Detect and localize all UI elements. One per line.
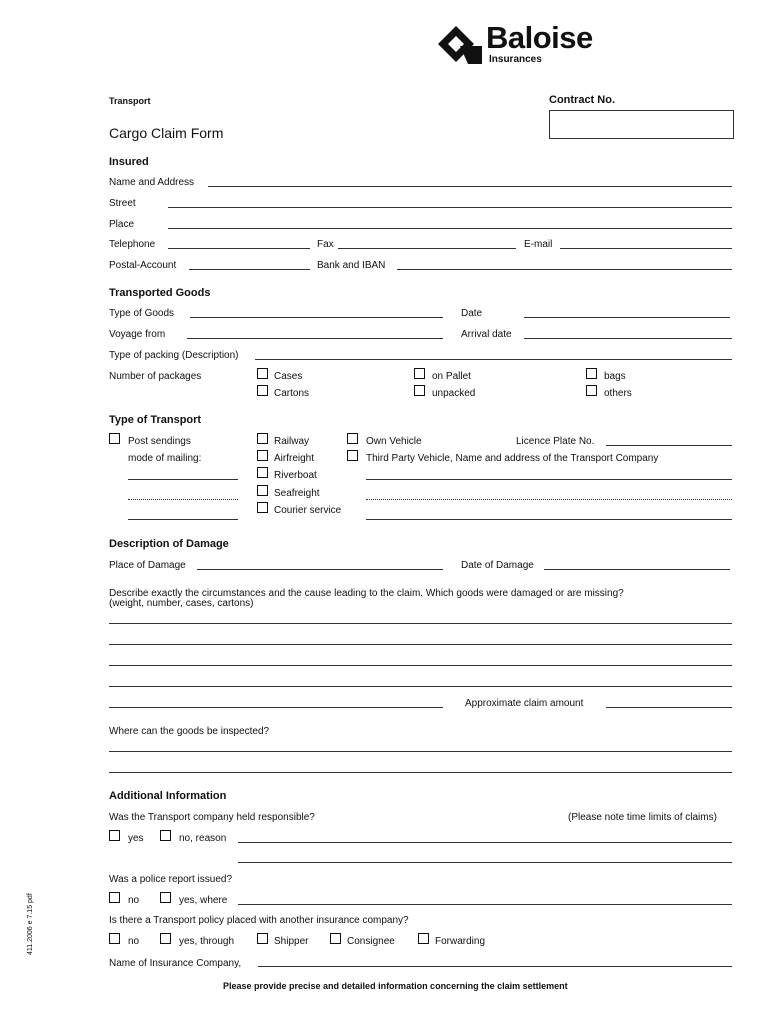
police-where-field[interactable]: [238, 904, 732, 905]
brand-sub: Insurances: [489, 54, 542, 65]
policy-no-checkbox[interactable]: [109, 933, 120, 944]
consignee-label: Consignee: [347, 936, 395, 947]
forwarding-checkbox[interactable]: [418, 933, 429, 944]
policy-question: Is there a Transport policy placed with another insurance company?: [109, 915, 409, 926]
name-address-label: Name and Address: [109, 177, 195, 188]
arrival-date-field[interactable]: [524, 338, 732, 339]
type-of-goods-field[interactable]: [190, 317, 443, 318]
unpacked-checkbox[interactable]: [414, 385, 425, 396]
brand-logo: [438, 20, 613, 68]
email-field[interactable]: [560, 248, 732, 249]
mailing-line-2[interactable]: [128, 499, 238, 500]
railway-label: Railway: [274, 436, 310, 447]
postal-account-label: Postal-Account: [109, 260, 177, 271]
bank-iban-label: Bank and IBAN: [317, 260, 386, 271]
mailing-line-1[interactable]: [128, 479, 238, 480]
post-sendings-label: Post sendings: [128, 436, 191, 447]
third-party-line-3[interactable]: [366, 519, 732, 520]
responsible-yes-checkbox[interactable]: [109, 830, 120, 841]
damage-date-label: Date of Damage: [461, 560, 534, 571]
arrival-date-label: Arrival date: [461, 329, 512, 340]
bags-checkbox[interactable]: [586, 368, 597, 379]
footer-note: Please provide precise and detailed information concerning the claim settlement: [223, 981, 568, 991]
describe-line-1[interactable]: [109, 623, 732, 624]
time-limits-note: (Please note time limits of claims): [568, 812, 717, 823]
cases-label: Cases: [274, 371, 303, 382]
describe-line-3[interactable]: [109, 665, 732, 666]
others-checkbox[interactable]: [586, 385, 597, 396]
own-vehicle-label: Own Vehicle: [366, 436, 422, 447]
third-party-line-2[interactable]: [366, 499, 732, 500]
form-code: 411.2006 e 7.15 pdf: [27, 893, 34, 955]
form-title: Cargo Claim Form: [109, 125, 224, 141]
insurance-company-label: Name of Insurance Company,: [109, 958, 242, 969]
fax-field[interactable]: [338, 248, 516, 249]
police-no-checkbox[interactable]: [109, 892, 120, 903]
unpacked-label: unpacked: [432, 388, 476, 399]
goods-heading: Transported Goods: [109, 287, 211, 299]
place-label: Place: [109, 219, 135, 230]
insurance-company-field[interactable]: [258, 966, 732, 967]
section-label: Transport: [109, 96, 151, 106]
describe-line-4[interactable]: [109, 686, 732, 687]
courier-checkbox[interactable]: [257, 502, 268, 513]
damage-date-field[interactable]: [544, 569, 730, 570]
responsible-question: Was the Transport company held responsible?: [109, 812, 315, 823]
voyage-from-field[interactable]: [187, 338, 443, 339]
responsible-no-label: no, reason: [179, 833, 227, 844]
describe-label-1: Describe exactly the circumstances and the cause leading to the claim. Which goods were damaged or are missing?: [109, 588, 624, 599]
claim-amount-label: Approximate claim amount: [465, 698, 584, 709]
inspect-line-2[interactable]: [109, 772, 732, 773]
damage-heading: Description of Damage: [109, 538, 229, 550]
goods-date-label: Date: [461, 308, 483, 319]
bags-label: bags: [604, 371, 626, 382]
inspect-line-1[interactable]: [109, 751, 732, 752]
forwarding-label: Forwarding: [435, 936, 486, 947]
street-label: Street: [109, 198, 136, 209]
post-sendings-checkbox[interactable]: [109, 433, 120, 444]
police-yes-checkbox[interactable]: [160, 892, 171, 903]
packing-label: Type of packing (Description): [109, 350, 239, 361]
goods-date-field[interactable]: [524, 317, 730, 318]
police-question: Was a police report issued?: [109, 874, 233, 885]
mode-of-mailing-label: mode of mailing:: [128, 453, 202, 464]
others-label: others: [604, 388, 632, 399]
policy-yes-checkbox[interactable]: [160, 933, 171, 944]
reason-line-2[interactable]: [238, 862, 732, 863]
postal-account-field[interactable]: [189, 269, 310, 270]
third-party-checkbox[interactable]: [347, 450, 358, 461]
riverboat-label: Riverboat: [274, 470, 317, 481]
third-party-line-1[interactable]: [366, 479, 732, 480]
cases-checkbox[interactable]: [257, 368, 268, 379]
place-field[interactable]: [168, 228, 732, 229]
responsible-no-checkbox[interactable]: [160, 830, 171, 841]
airfreight-checkbox[interactable]: [257, 450, 268, 461]
baloise-logo-icon: [438, 24, 484, 68]
own-vehicle-checkbox[interactable]: [347, 433, 358, 444]
packing-field[interactable]: [255, 359, 732, 360]
type-of-goods-label: Type of Goods: [109, 308, 175, 319]
shipper-label: Shipper: [274, 936, 309, 947]
inspect-label: Where can the goods be inspected?: [109, 726, 270, 737]
cartons-label: Cartons: [274, 388, 310, 399]
seafreight-label: Seafreight: [274, 488, 320, 499]
describe-line-5[interactable]: [109, 707, 443, 708]
num-packages-label: Number of packages: [109, 371, 202, 382]
police-no-label: no: [128, 895, 140, 906]
voyage-from-label: Voyage from: [109, 329, 166, 340]
fax-label: Fax: [317, 239, 334, 250]
policy-yes-label: yes, through: [179, 936, 235, 947]
telephone-label: Telephone: [109, 239, 156, 250]
contract-number-field[interactable]: [549, 110, 734, 139]
brand-name: Baloise: [486, 20, 593, 55]
describe-line-2[interactable]: [109, 644, 732, 645]
cartons-checkbox[interactable]: [257, 385, 268, 396]
describe-label-2: (weight, number, cases, cartons): [109, 598, 254, 609]
insured-heading: Insured: [109, 156, 149, 168]
transport-heading: Type of Transport: [109, 414, 202, 426]
licence-plate-label: Licence Plate No.: [516, 436, 595, 447]
responsible-yes-label: yes: [128, 833, 144, 844]
name-address-field[interactable]: [208, 186, 732, 187]
mailing-line-3[interactable]: [128, 519, 238, 520]
policy-no-label: no: [128, 936, 140, 947]
riverboat-checkbox[interactable]: [257, 467, 268, 478]
bank-iban-field[interactable]: [397, 269, 732, 270]
licence-plate-field[interactable]: [606, 445, 732, 446]
email-label: E-mail: [524, 239, 553, 250]
reason-line-1[interactable]: [238, 842, 732, 843]
damage-place-field[interactable]: [197, 569, 443, 570]
consignee-checkbox[interactable]: [330, 933, 341, 944]
third-party-label: Third Party Vehicle, Name and address of the Transport Company: [366, 453, 659, 464]
on-pallet-label: on Pallet: [432, 371, 471, 382]
seafreight-checkbox[interactable]: [257, 485, 268, 496]
contract-label: Contract No.: [549, 94, 615, 106]
telephone-field[interactable]: [168, 248, 310, 249]
additional-heading: Additional Information: [109, 790, 227, 802]
railway-checkbox[interactable]: [257, 433, 268, 444]
street-field[interactable]: [168, 207, 732, 208]
shipper-checkbox[interactable]: [257, 933, 268, 944]
courier-label: Courier service: [274, 505, 342, 516]
police-yes-label: yes, where: [179, 895, 228, 906]
on-pallet-checkbox[interactable]: [414, 368, 425, 379]
damage-place-label: Place of Damage: [109, 560, 186, 571]
claim-amount-field[interactable]: [606, 707, 732, 708]
airfreight-label: Airfreight: [274, 453, 315, 464]
